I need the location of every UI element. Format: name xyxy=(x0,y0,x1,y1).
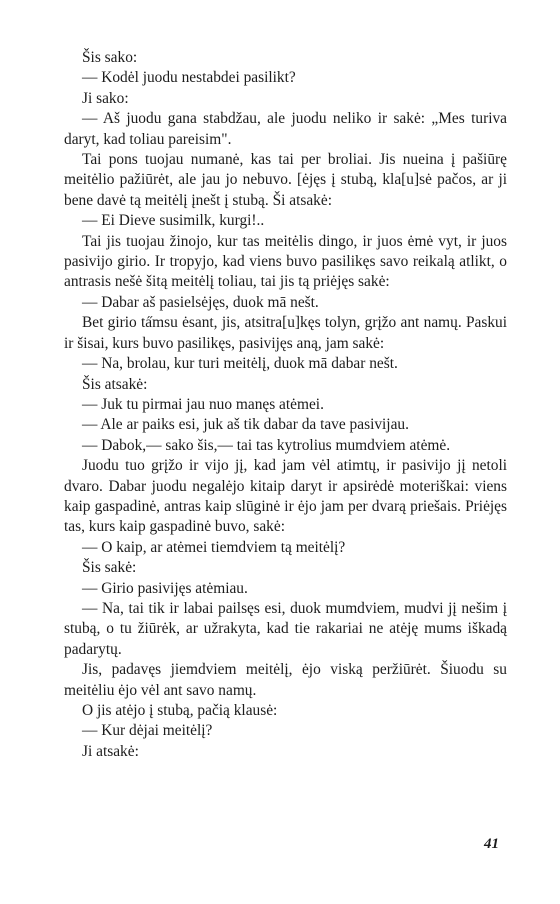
paragraph-18: — Girio pasivijęs atėmiau. xyxy=(82,579,248,597)
document-page xyxy=(64,48,507,808)
paragraph-7: Tai jis tuojau žinojo, kur tas meitėlis dingo, ir juos ėmė vyt, ir juos pasivijo girio. Ir tropyjo, kad viens buvo pasilikęs savo reikalą atlikt, o antrasis nešė šitą meitėlį toliau, tai jis tą priėjęs sakė: xyxy=(64,232,507,291)
paragraph-12: — Juk tu pirmai jau nuo manęs atėmei. xyxy=(82,395,324,413)
paragraph-2: — Kodėl juodu nestabdei pasilikt? xyxy=(82,69,296,87)
paragraph-21: O jis atėjo į stubą, pačią klausė: xyxy=(82,702,278,719)
paragraph-14: — Dabok,— sako šis,— tai tas kytrolius mumdviem atėmė. xyxy=(82,436,451,454)
paragraph-13: — Ale ar paiks esi, juk aš tik dabar da tave pasivijau. xyxy=(82,416,409,434)
paragraph-5: Tai pons tuojau numanė, kas tai per broliai. Jis nueina į pašiūrę meitėlio pažiūrėt, ale jau jo nebuvo. [ėjęs į stubą, kla[u]sė pačos, ar ji bene davė tą meitėlį įnešt į stubą. Ši atsakė: xyxy=(64,151,507,209)
paragraph-19: — Na, tai tik ir labai pailsęs esi, duok mumdviem, mudvi jį nešim į stubą, o tu žiūrėk, ar užrakyta, kad tie rakariai ne atėję mums iškadą padarytų. xyxy=(64,599,507,658)
paragraph-17: Šis sakė: xyxy=(82,559,137,577)
paragraph-20: Jis, padavęs jiemdviem meitėlį, ėjo viską peržiūrėt. Šiuodu su meitėliu ėjo vėl ant savo namų. xyxy=(64,661,507,699)
page-number: 41 xyxy=(484,836,499,852)
paragraph-10: — Na, brolau, kur turi meitėlį, duok mā dabar nešt. xyxy=(82,355,398,373)
paragraph-6: — Ei Dieve susimilk, kurgi!.. xyxy=(82,212,265,230)
paragraph-3: Ji sako: xyxy=(82,89,129,107)
paragraph-9: Bet girio ta̋msu ėsant, jis, atsitra[u]kęs tolyn, grįžo ant namų. Paskui ir šisai, kurs buvo pasilikęs, pasivijęs aną, jam sakė: xyxy=(64,314,507,352)
paragraph-22: — Kur dėjai meitėlį? xyxy=(82,722,213,740)
paragraph-8: — Dabar aš pasielsėjęs, duok mā nešt. xyxy=(82,293,319,311)
paragraph-16: — O kaip, ar atėmei tiemdviem tą meitėlį? xyxy=(82,538,346,556)
paragraph-23: Ji atsakė: xyxy=(82,742,139,760)
paragraph-4: — Aš juodu gana stabdžau, ale juodu neliko ir sakė: „Mes turiva daryt, kad toliau pareisim". xyxy=(64,110,507,148)
paragraph-1: Šis sako: xyxy=(82,49,138,66)
paragraph-15: Juodu tuo grįžo ir vijo jį, kad jam vėl atimtų, ir pasivijo jį netoli dvaro. Dabar juodu negalėjo kitaip daryt ir apsirėdė moteriškai: viens kaip gaspadinė, antras kaip slūginė ir ėjo jam per dvarą priešais. Priėjęs tas, kurs kaip gaspadinė buvo, sakė: xyxy=(64,457,507,536)
paragraph-11: Šis atsakė: xyxy=(82,375,148,393)
